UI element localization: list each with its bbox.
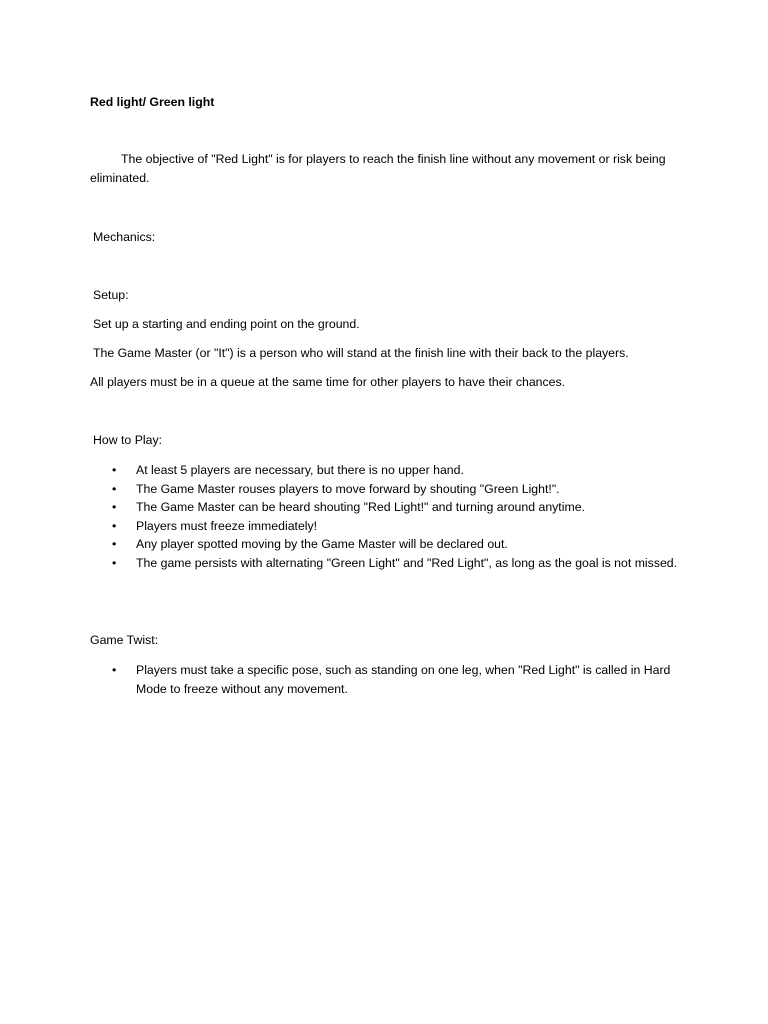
list-item-text: At least 5 players are necessary, but there is no upper hand. bbox=[136, 463, 464, 477]
setup-heading: Setup: bbox=[93, 288, 129, 302]
bullet-icon: • bbox=[112, 500, 117, 515]
bullet-icon: • bbox=[112, 518, 117, 533]
list-item bbox=[90, 554, 690, 573]
list-item bbox=[90, 498, 690, 517]
setup-line: Set up a starting and ending point on the ground. bbox=[93, 317, 360, 331]
list-item bbox=[90, 461, 690, 480]
list-item-text: The Game Master can be heard shouting "Red Light!" and turning around anytime. bbox=[136, 500, 585, 515]
bullet-icon: • bbox=[112, 481, 117, 496]
list-item-text: Any player spotted moving by the Game Master will be declared out. bbox=[136, 537, 508, 552]
document-title: Red light/ Green light bbox=[90, 95, 215, 109]
list-item-text: Players must take a specific pose, such as standing on one leg, when "Red Light" is called in Hard Mode to freeze without any movement. bbox=[136, 663, 671, 696]
list-item-text: Players must freeze immediately! bbox=[136, 518, 318, 533]
list-item bbox=[90, 517, 690, 536]
setup-line: The Game Master (or "It") is a person who will stand at the finish line with their back to the players. bbox=[93, 346, 629, 360]
mechanics-heading: Mechanics: bbox=[93, 230, 156, 244]
how-to-play-heading: How to Play: bbox=[93, 433, 163, 447]
setup-line: All players must be in a queue at the same time for other players to have their chances. bbox=[90, 375, 566, 389]
bullet-icon: • bbox=[112, 555, 117, 570]
list-item bbox=[90, 661, 690, 698]
how-to-play-list bbox=[90, 461, 690, 573]
list-item-text: The Game Master rouses players to move forward by shouting "Green Light!". bbox=[136, 481, 560, 496]
list-item bbox=[90, 480, 690, 499]
game-twist-list bbox=[90, 661, 690, 698]
bullet-icon: • bbox=[112, 537, 117, 552]
bullet-icon: • bbox=[112, 463, 117, 477]
bullet-icon: • bbox=[112, 663, 117, 677]
list-item-text: The game persists with alternating "Green Light" and "Red Light", as long as the goal is not missed. bbox=[136, 555, 678, 570]
list-item bbox=[90, 535, 690, 554]
intro-paragraph: The objective of "Red Light" is for players to reach the finish line without any movement or risk being eliminated. bbox=[90, 152, 666, 185]
game-twist-heading: Game Twist: bbox=[90, 633, 159, 647]
